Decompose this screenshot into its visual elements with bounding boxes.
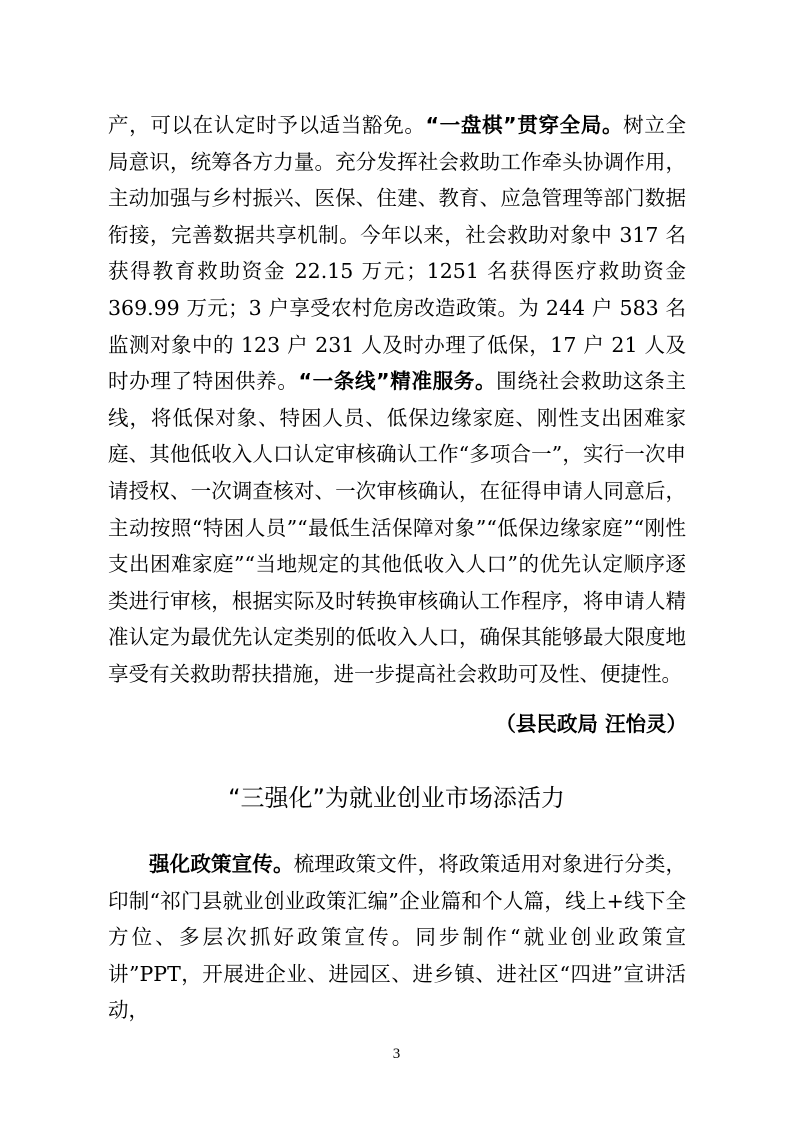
- page-number: 3: [392, 1046, 401, 1062]
- paragraph-text: 围绕社会救助这条主线，将低保对象、特困人员、低保边缘家庭、刚性支出困难家庭、其他低收入人口认定审核确认工作“多项合一”，实行一次申请授权、一次调查核对、一次审核确认，在征得申请人同意后，主动按照“特困人员”“最低生活保障对象”“低保边缘家庭”“刚性支出困难家庭”“当地规定的其他低收入人口”的优先认定顺序逐类进行审核，根据实际及时转换审核确认工作程序，将申请人精准认定为最优先认定类别的低收入人口，确保其能够最大限度地享受有关救助帮扶措施，进一步提高社会救助可及性、便捷性。: [108, 369, 687, 686]
- author-signature: （县民政局 汪怡灵）: [495, 712, 687, 736]
- bold-lead-phrase: 强化政策宣传。: [149, 852, 294, 876]
- body-paragraph: [108, 107, 686, 693]
- paragraph-text: 树立全局意识，统筹各方力量。充分发挥社会救助工作牵头协调作用，主动加强与乡村振兴、医保、住建、教育、应急管理等部门数据衔接，完善数据共享机制。今年以来，社会救助对象中 317 名获得教育救助资金 22.15 万元；1251 名获得医疗救助资金 369.99 万元；3 户享受农村危房改造政策。为 244 户 583 名监测对象中的 123 户 231 人及时办理了低保，17 户 21 人及时办理了特困供养。: [108, 113, 687, 394]
- bold-lead-phrase: “一盘棋”贯穿全局。: [425, 113, 624, 137]
- body-paragraph: [108, 846, 686, 1029]
- paragraph-text: 梳理政策文件，将政策适用对象进行分类，印制“祁门县就业创业政策汇编”企业篇和个人篇，线上+线下全方位、多层次抓好政策宣传。同步制作“就业创业政策宣讲”PPT，开展进企业、进园区、进乡镇、进社区“四进”宣讲活动，: [108, 852, 687, 1023]
- section-heading: “三强化”为就业创业市场添活力: [228, 784, 565, 812]
- bold-lead-phrase: “一条线”精准服务。: [298, 369, 497, 394]
- paragraph-text: 产，可以在认定时予以适当豁免。: [108, 113, 426, 137]
